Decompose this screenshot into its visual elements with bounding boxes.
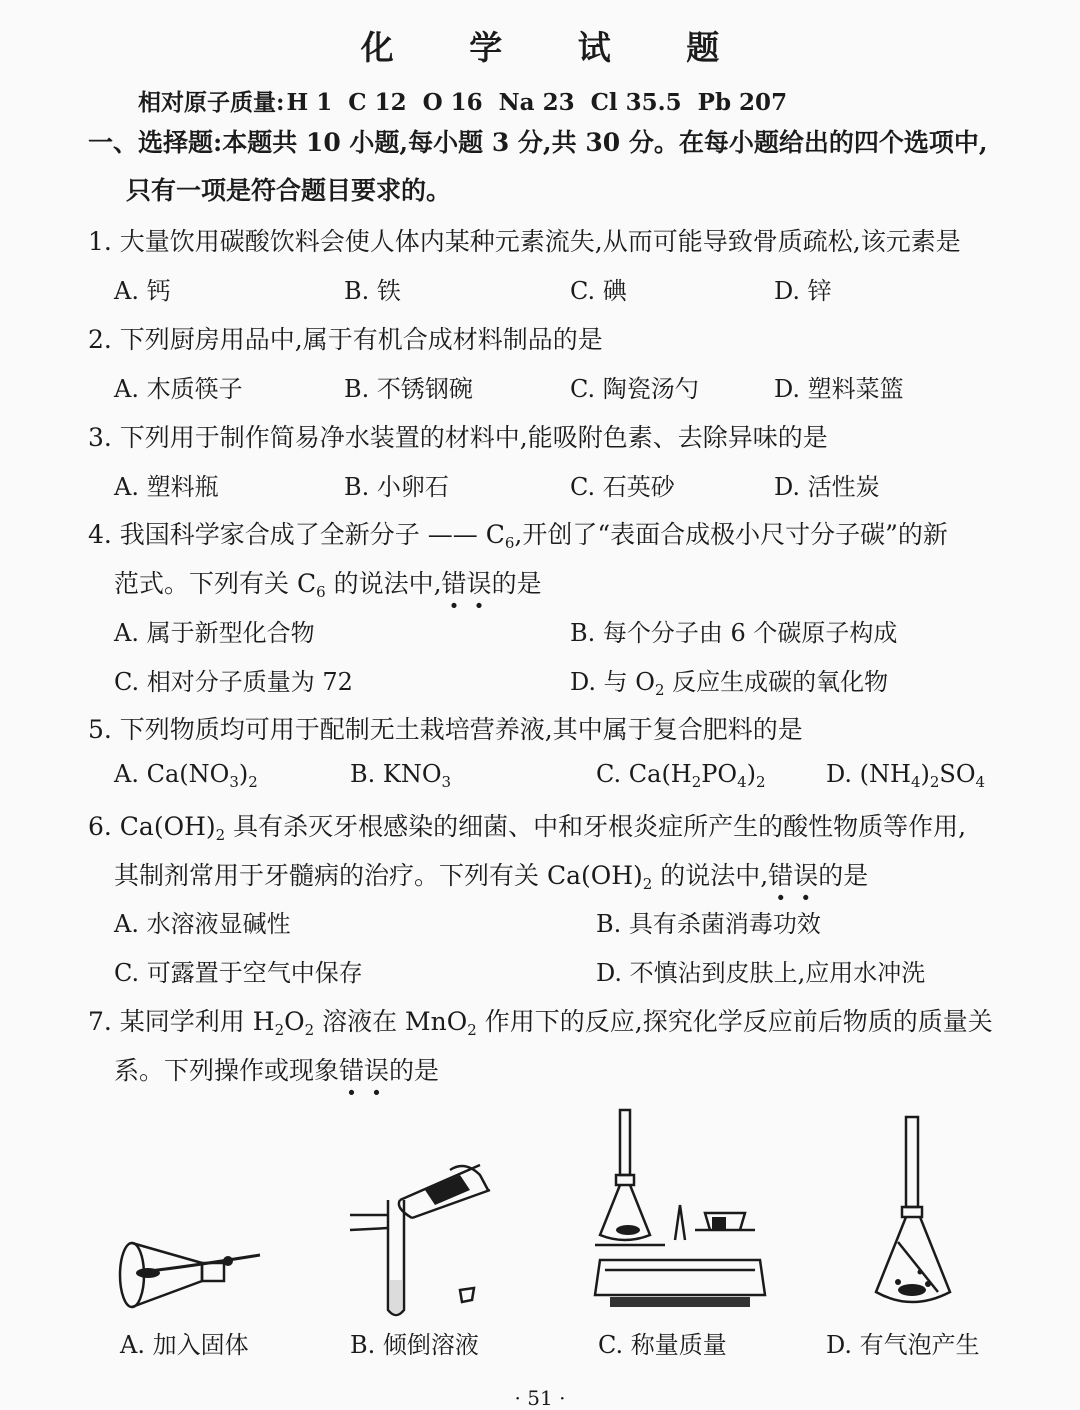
text-segment: O <box>284 1007 305 1036</box>
question-3-option-b[interactable]: B. 小卵石 <box>344 473 449 501</box>
text-segment: 的是 <box>818 861 869 890</box>
question-5-option-c[interactable] <box>596 760 766 791</box>
subscript: 2 <box>756 773 766 791</box>
question-6-stem-line1 <box>88 807 966 843</box>
text-segment: ) <box>238 760 249 788</box>
text-segment: 其制剂常用于牙髓病的治疗。下列有关 Ca(OH) <box>114 861 643 890</box>
subscript: 6 <box>504 534 515 552</box>
text-segment: 系。下列操作或现象 <box>114 1056 340 1085</box>
atomic-masses <box>138 84 803 117</box>
question-1-option-a[interactable]: A. 钙 <box>114 277 171 305</box>
atomic-mass-cl: Cl 35.5 <box>590 89 682 116</box>
question-3-option-d[interactable]: D. 活性炭 <box>774 473 880 501</box>
atomic-mass-c: C 12 <box>348 89 407 116</box>
question-5-option-b[interactable] <box>350 760 452 791</box>
section-heading-line2: 只有一项是符合题目要求的。 <box>126 176 452 205</box>
atomic-mass-na: Na 23 <box>498 89 575 116</box>
subscript: 2 <box>642 875 653 893</box>
figure-a-caption[interactable]: A. 加入固体 <box>120 1331 249 1359</box>
question-3-stem: 3. 下列用于制作简易净水装置的材料中,能吸附色素、去除异味的是 <box>88 423 828 452</box>
text-segment: PO <box>701 760 738 788</box>
text-segment: 的是 <box>491 569 542 598</box>
text-segment: SO <box>939 760 976 788</box>
figure-d-caption[interactable]: D. 有气泡产生 <box>826 1331 980 1359</box>
page-number: · 51 · <box>514 1386 566 1410</box>
subscript: 2 <box>929 773 940 791</box>
text-segment: D. 与 O <box>570 668 655 696</box>
question-7-stem-line2 <box>114 1051 439 1087</box>
question-4-option-d[interactable] <box>570 662 888 697</box>
emphasis-char: 误 <box>793 861 819 890</box>
question-6-option-b[interactable]: B. 具有杀菌消毒功效 <box>596 910 821 938</box>
subscript: 2 <box>215 826 226 844</box>
question-1-option-c[interactable]: C. 碘 <box>570 277 627 305</box>
emphasis-char: 错 <box>339 1056 365 1085</box>
text-segment: 的说法中, <box>325 569 442 598</box>
subscript: 2 <box>654 681 665 699</box>
question-6-option-d[interactable]: D. 不慎沾到皮肤上,应用水冲洗 <box>596 959 926 987</box>
question-4-stem-line1 <box>88 515 948 551</box>
question-6-option-a[interactable]: A. 水溶液显碱性 <box>114 910 291 938</box>
text-segment: 的说法中, <box>652 861 769 890</box>
text-segment: 7. 某同学利用 H <box>88 1007 275 1036</box>
text-segment: 6. Ca(OH) <box>88 812 216 841</box>
question-2-stem: 2. 下列厨房用品中,属于有机合成材料制品的是 <box>88 325 603 354</box>
question-1-stem: 1. 大量饮用碳酸饮料会使人体内某种元素流失,从而可能导致骨质疏松,该元素是 <box>88 227 961 256</box>
emphasis-char: 错 <box>768 861 794 890</box>
question-6-stem-line2 <box>114 856 868 892</box>
text-segment: 范式。下列有关 C <box>114 569 317 598</box>
section-heading-line1: 一、选择题:本题共 10 小题,每小题 3 分,共 30 分。在每小题给出的四个选项中, <box>88 128 988 157</box>
question-2-option-a[interactable]: A. 木质筷子 <box>114 375 243 403</box>
question-2-option-c[interactable]: C. 陶瓷汤勺 <box>570 375 699 403</box>
question-1-option-d[interactable]: D. 锌 <box>774 277 832 305</box>
subscript: 4 <box>737 773 747 791</box>
page-title: 化 学 试 题 <box>360 28 752 67</box>
question-4-option-c[interactable]: C. 相对分子质量为 72 <box>114 668 353 696</box>
text-segment: B. KNO <box>350 760 442 788</box>
figure-c-caption[interactable]: C. 称量质量 <box>598 1331 727 1359</box>
atomic-masses-label: 相对原子质量: <box>138 89 285 116</box>
subscript: 4 <box>910 773 921 791</box>
question-3-option-a[interactable]: A. 塑料瓶 <box>114 473 219 501</box>
question-5-stem: 5. 下列物质均可用于配制无土栽培营养液,其中属于复合肥料的是 <box>88 715 803 744</box>
subscript: 2 <box>274 1021 285 1039</box>
subscript: 3 <box>441 773 452 791</box>
question-5-option-d[interactable] <box>826 760 986 791</box>
subscript: 2 <box>691 773 702 791</box>
emphasis-char: 误 <box>364 1056 390 1085</box>
question-2-option-d[interactable]: D. 塑料菜篮 <box>774 375 904 403</box>
subscript: 6 <box>316 583 326 601</box>
emphasis-char: 误 <box>466 569 492 598</box>
question-2-option-b[interactable]: B. 不锈钢碗 <box>344 375 473 403</box>
figure-b-pouring-solution <box>340 1160 500 1325</box>
text-segment: ,开创了“表面合成极小尺寸分子碳”的新 <box>514 520 948 549</box>
text-segment: 溶液在 MnO <box>314 1007 468 1036</box>
figure-a-adding-solid <box>110 1225 270 1325</box>
figure-b-caption[interactable]: B. 倾倒溶液 <box>350 1331 479 1359</box>
subscript: 4 <box>975 773 986 791</box>
question-4-option-a[interactable]: A. 属于新型化合物 <box>114 619 315 647</box>
text-segment: C. Ca(H <box>596 760 692 788</box>
text-segment: 的是 <box>389 1056 440 1085</box>
question-5-option-a[interactable] <box>114 760 258 791</box>
question-3-option-c[interactable]: C. 石英砂 <box>570 473 675 501</box>
question-6-option-c[interactable]: C. 可露置于空气中保存 <box>114 959 363 987</box>
text-segment: 作用下的反应,探究化学反应前后物质的质量关 <box>476 1007 993 1036</box>
question-7-stem-line1 <box>88 1002 993 1038</box>
subscript: 2 <box>304 1021 315 1039</box>
subscript: 2 <box>467 1021 477 1039</box>
subscript: 2 <box>248 773 258 791</box>
subscript: 3 <box>229 773 239 791</box>
figure-d-bubbles-produced <box>868 1112 958 1317</box>
atomic-mass-o: O 16 <box>422 89 483 116</box>
figure-c-weighing-balance <box>590 1105 770 1315</box>
atomic-mass-pb: Pb 207 <box>697 89 788 116</box>
question-1-option-b[interactable]: B. 铁 <box>344 277 401 305</box>
text-segment: 4. 我国科学家合成了全新分子 —— C <box>88 520 505 549</box>
text-segment: 具有杀灭牙根感染的细菌、中和牙根炎症所产生的酸性物质等作用, <box>225 812 967 841</box>
text-segment: ) <box>920 760 930 788</box>
text-segment: ) <box>746 760 757 788</box>
atomic-mass-h: H 1 <box>286 89 333 116</box>
text-segment: 反应生成碳的氧化物 <box>664 668 889 696</box>
text-segment: D. (NH <box>826 760 911 788</box>
question-4-stem-line2 <box>114 564 542 600</box>
text-segment: A. Ca(NO <box>114 760 230 788</box>
question-4-option-b[interactable]: B. 每个分子由 6 个碳原子构成 <box>570 619 898 647</box>
emphasis-char: 错 <box>441 569 467 598</box>
